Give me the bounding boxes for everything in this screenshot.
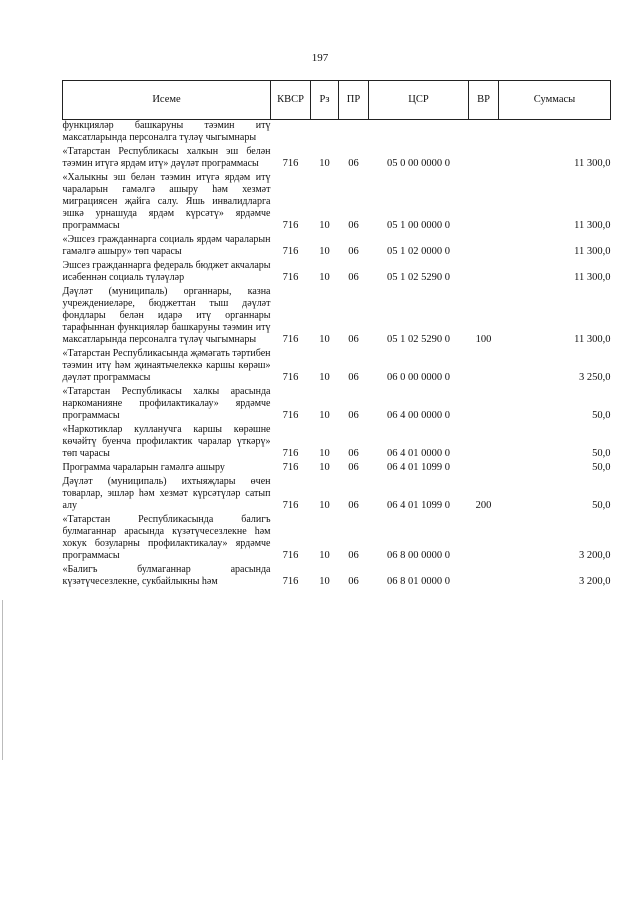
row-kvsr: 716 <box>282 272 299 283</box>
row-vr <box>469 120 499 147</box>
row-vr <box>469 564 499 590</box>
row-rz: 10 <box>319 410 330 421</box>
header-csr: ЦСР <box>369 81 469 120</box>
row-rz: 10 <box>319 158 330 169</box>
row-kvsr: 716 <box>282 158 299 169</box>
row-name: Эшсез гражданнарга федераль бюджет акчалары исәбеннән социаль түләүләр <box>62 260 271 283</box>
row-name: «Балигъ булмаганнар арасында күзәтүчесезлекне, сукбайлыкны һәм <box>62 564 271 587</box>
row-kvsr: 716 <box>282 334 299 345</box>
row-rz: 10 <box>319 448 330 459</box>
row-pr: 06 <box>348 272 359 283</box>
row-pr: 06 <box>348 500 359 511</box>
row-csr: 05 1 00 0000 0 <box>387 220 450 231</box>
row-kvsr: 716 <box>282 448 299 459</box>
header-sum: Суммасы <box>499 81 611 120</box>
row-kvsr: 716 <box>282 220 299 231</box>
row-sum: 3 200,0 <box>579 550 611 561</box>
table-row <box>63 120 611 147</box>
row-name: «Татарстан Республикасында балигъ булмаганнар арасында күзәтүчесезлекне һәм хокук бозуларны профилактикалау» ярдәмче программасы <box>62 514 271 561</box>
row-vr <box>469 234 499 260</box>
row-vr: 100 <box>475 334 492 345</box>
row-kvsr: 716 <box>282 500 299 511</box>
row-name: «Эшсез гражданнарга социаль ярдәм чараларын гамәлгә ашыру» төп чарасы <box>62 234 271 257</box>
row-csr: 05 1 02 5290 0 <box>387 272 450 283</box>
row-pr: 06 <box>348 448 359 459</box>
row-rz: 10 <box>319 372 330 383</box>
row-name: «Наркотиклар кулланучга каршы көрәшне көчәйтү буенча профилактик чаралар үткәрү» төп чарасы <box>62 424 271 459</box>
row-name: «Татарстан Республикасы халкын эш белән тәэмин итүгә ярдәм итү» дәүләт программасы <box>62 146 271 169</box>
row-rz: 10 <box>319 550 330 561</box>
row-sum: 11 300,0 <box>574 220 611 231</box>
page-number: 197 <box>311 52 329 64</box>
row-pr: 06 <box>348 246 359 257</box>
row-vr <box>469 424 499 462</box>
row-sum: 50,0 <box>592 462 611 473</box>
row-kvsr: 716 <box>282 576 299 587</box>
row-kvsr <box>271 120 311 147</box>
row-kvsr: 716 <box>282 372 299 383</box>
row-pr: 06 <box>348 550 359 561</box>
table-row <box>63 348 611 386</box>
row-vr <box>469 462 499 476</box>
row-name: Дәүләт (муниципаль) ихтыяҗлары өчен товарлар, эшләр һәм хезмәт күрсәтүләр сатып алу <box>62 476 271 511</box>
row-csr: 06 4 01 0000 0 <box>387 448 450 459</box>
row-name: Дәүләт (муниципаль) органнары, казна учреждениеләре, бюджеттан тыш дәүләт фондлары белән идарә итү органнары тарафыннан функцияләр башкаруны тәэмин итү максатларында персоналга түләү чыгымнары <box>62 286 271 345</box>
table-row <box>63 514 611 564</box>
row-vr <box>469 260 499 286</box>
row-csr: 05 1 02 0000 0 <box>387 246 450 257</box>
header-pr: ПР <box>339 81 369 120</box>
table-row <box>63 260 611 286</box>
row-pr: 06 <box>348 220 359 231</box>
row-rz: 10 <box>319 576 330 587</box>
row-vr <box>469 386 499 424</box>
header-name: Исеме <box>63 81 271 120</box>
row-rz: 10 <box>319 246 330 257</box>
row-name: Программа чараларын гамәлгә ашыру <box>62 462 225 473</box>
table-row <box>63 386 611 424</box>
table-row <box>63 286 611 348</box>
row-sum: 11 300,0 <box>574 158 611 169</box>
row-csr: 06 0 00 0000 0 <box>387 372 450 383</box>
scan-margin-line <box>2 600 3 760</box>
budget-table <box>62 80 611 590</box>
row-csr: 06 4 01 1099 0 <box>387 462 450 473</box>
row-sum: 50,0 <box>592 410 611 421</box>
row-kvsr: 716 <box>282 246 299 257</box>
table-row <box>63 234 611 260</box>
header-vr: ВР <box>469 81 499 120</box>
header-rz: Рз <box>311 81 339 120</box>
row-pr: 06 <box>348 158 359 169</box>
row-rz <box>311 120 339 147</box>
row-kvsr: 716 <box>282 462 299 473</box>
row-csr: 06 4 00 0000 0 <box>387 410 450 421</box>
row-csr: 05 1 02 5290 0 <box>387 334 450 345</box>
table-row <box>63 172 611 234</box>
row-vr <box>469 146 499 172</box>
row-rz: 10 <box>319 462 330 473</box>
row-rz: 10 <box>319 500 330 511</box>
row-rz: 10 <box>319 272 330 283</box>
row-pr: 06 <box>348 410 359 421</box>
row-name: функцияләр башкаруны тәэмин итү максатларында персоналга түләү чыгымнары <box>62 120 271 143</box>
row-kvsr: 716 <box>282 550 299 561</box>
table-row <box>63 424 611 462</box>
row-sum: 11 300,0 <box>574 246 611 257</box>
row-name: «Татарстан Республикасында җәмәгать тәртибен тәэмин итү һәм җинаятьчелеккә каршы көрәш» дәүләт программасы <box>62 348 271 383</box>
row-rz: 10 <box>319 220 330 231</box>
row-sum: 50,0 <box>592 448 611 459</box>
row-sum: 11 300,0 <box>574 272 611 283</box>
row-pr: 06 <box>348 576 359 587</box>
row-vr: 200 <box>475 500 492 511</box>
row-name: «Татарстан Республикасы халкы арасында наркоманияне профилактикалау» ярдәмче программасы <box>62 386 271 421</box>
table-row <box>63 564 611 590</box>
row-csr: 06 8 00 0000 0 <box>387 550 450 561</box>
table-row <box>63 146 611 172</box>
row-pr: 06 <box>348 372 359 383</box>
row-vr <box>469 514 499 564</box>
row-sum <box>499 120 611 147</box>
row-sum: 11 300,0 <box>574 334 611 345</box>
row-vr <box>469 172 499 234</box>
row-vr <box>469 348 499 386</box>
table-row <box>63 476 611 514</box>
row-pr <box>339 120 369 147</box>
row-csr <box>369 120 469 147</box>
row-name: «Халыкны эш белән тәэмин итүгә ярдәм итү чараларын гамәлгә ашыру һәм хезмәт миграциясен җайга салу. Яшь инвалидларга эшкә урнашуда ярдәм күрсәтү» ярдәмче программасы <box>62 172 271 231</box>
row-sum: 3 250,0 <box>579 372 611 383</box>
row-kvsr: 716 <box>282 410 299 421</box>
row-pr: 06 <box>348 334 359 345</box>
header-kvsr: КВСР <box>271 81 311 120</box>
row-csr: 05 0 00 0000 0 <box>387 158 450 169</box>
row-sum: 3 200,0 <box>579 576 611 587</box>
row-csr: 06 4 01 1099 0 <box>387 500 450 511</box>
table-header-row <box>63 81 611 120</box>
row-pr: 06 <box>348 462 359 473</box>
row-sum: 50,0 <box>592 500 611 511</box>
row-rz: 10 <box>319 334 330 345</box>
table-row <box>63 462 611 476</box>
row-csr: 06 8 01 0000 0 <box>387 576 450 587</box>
